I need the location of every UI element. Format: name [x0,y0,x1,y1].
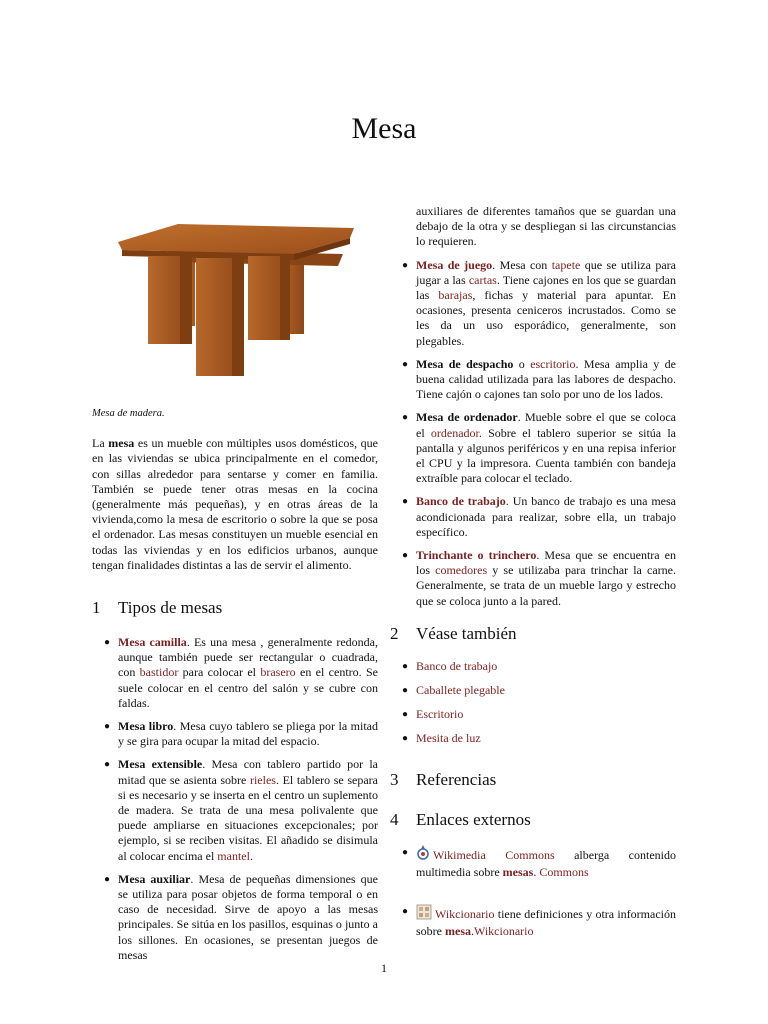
list-item: ● Mesa de despacho o escritorio. Mesa amplia y de buena calidad utilizada para las labores de despacho. Tiene cajón o cajones tan solo por uno de los lados. [402,356,676,402]
link-comedores[interactable]: comedores [435,563,488,578]
auxiliar-continued: auxiliares de diferentes tamaños que se guardan una debajo de la otra y se despliegan si las circunstancias lo requieren. [416,204,676,249]
right-column [390,204,677,948]
list-item: ● Mesa de juego. Mesa con tapete que se utiliza para jugar a las cartas. Tiene cajones en los que se guardan las barajas, fichas y material para apuntar. En ocasiones, presenta ceniceros incrustados. Como se les da un uso esporádico, generalmente, son plegables. [402,257,677,348]
list-item: ● Mesa camilla. Es una mesa , generalmente redonda, aunque también puede ser rectangular o cuadrada, con bastidor para colocar el brasero en el centro. Se suele colocar en el centro del salón y se cubre con faldas. [104,635,379,710]
left-column [92,222,378,971]
link-trinchante[interactable]: Trinchante o trinchero [416,548,537,563]
wooden-table-image [118,222,358,382]
list-item: ● Banco de trabajo. Un banco de trabajo es una mesa acondicionada para realizar, sobre ella, un trabajo específico. [402,494,676,539]
link-see-also[interactable]: Caballete plegable [416,683,505,698]
term-mesa-de-ordenador: Mesa de ordenador [416,410,518,425]
link-banco-de-trabajo[interactable]: Banco de trabajo [416,494,506,509]
list-item: ● Mesa extensible. Mesa con tablero partido por la mitad que se asienta sobre rieles. El tablero se separa si es necesario y se inserta en el centro un suplemento de madera. Se trata de una mesa polivalente que puede ampliarse en situaciones excepcionales; por ejemplo, si se reciben visitas. El añadido se disimula al colocar encima el mantel. [104,757,379,863]
term-mesa-de-despacho: Mesa de despacho [416,356,514,371]
link-ordenador[interactable]: ordenador [430,425,479,440]
wikcionario-icon [416,904,432,924]
link-commons[interactable]: Commons [539,864,589,879]
list-item: ● Banco de trabajo [402,658,498,673]
link-mesa[interactable]: mesa [445,924,471,939]
section-heading-vease: 2 Véase también [390,623,517,643]
link-mesa-de-juego[interactable]: Mesa de juego [416,257,493,272]
list-item: ● Wikcionario tiene definiciones y otra información sobre mesa.Wikcionario [402,906,676,939]
external-links-list [402,845,676,940]
link-barajas[interactable]: barajas [438,288,473,303]
link-cartas[interactable]: cartas [468,272,497,287]
wikimedia-commons-icon [416,845,430,865]
link-see-also[interactable]: Escritorio [416,707,464,722]
list-item: ● Caballete plegable [402,683,505,698]
section-heading-referencias: 3 Referencias [390,769,497,789]
list-item: ● Mesa auxiliar. Mesa de pequeñas dimensiones que se utiliza para posar objetos de forma temporal o en caso de necesidad. Sirve de apoyo a las mesas principales. Se sitúa en los pasillos, esquinas o junto a los sillones. En ocasiones, se presentan juegos de mesas [104,871,378,962]
link-brasero[interactable]: brasero [260,665,296,680]
link-see-also[interactable]: Banco de trabajo [416,658,498,673]
section-heading-tipos: 1 Tipos de mesas [92,598,223,618]
link-see-also[interactable]: Mesita de luz [416,731,481,746]
link-mesas[interactable]: mesas [502,864,534,879]
page-number: 1 [381,961,387,975]
link-mantel[interactable]: mantel [217,848,250,863]
link-wikimedia-commons[interactable]: Wikimedia Commons [433,847,555,862]
intro-paragraph: La mesa es un mueble con múltiples usos domésticos, que en las viviendas se ubica principalmente en el comedor, con sillas alrededor para sentarse y comer en familia. También se puede tener otras mesas en la cocina (generalmente más pequeñas), y en otras áreas de la vivienda,como la mesa de escritorio o sobre la que se posa el ordenador. Las mesas constituyen un mueble esencial en todas las viviendas y en los edificios urbanos, aunque tengan finalidades distintas a las de servir el alimento. [92,436,379,572]
term-mesa-extensible: Mesa extensible [118,757,203,772]
link-mesa-camilla[interactable]: Mesa camilla [118,635,187,650]
link-rieles[interactable]: rieles [249,772,276,787]
types-list-continued [402,258,676,609]
section-heading-enlaces: 4 Enlaces externos [390,809,531,829]
list-item: ● Escritorio [402,707,464,722]
list-item: ● Mesa de ordenador. Mueble sobre el que se coloca el ordenador. Sobre el tablero superior se sitúa la pantalla y algunos periféricos y en una repisa inferior el CPU y la impresora. Cuenta también con bandeja extraíble para colocar el teclado. [402,410,676,486]
list-item: ● Wikimedia Commons alberga contenido multimedia sobre mesas. Commons [402,846,676,879]
list-item: ● Mesita de luz [402,731,481,746]
link-escritorio[interactable]: escritorio [530,356,576,371]
types-list [92,635,378,963]
page-title: Mesa [351,112,417,145]
link-bastidor[interactable]: bastidor [139,665,179,680]
table-figure [92,222,378,404]
link-tapete[interactable]: tapete [551,257,581,272]
see-also-list [402,659,676,747]
link-wikcionario[interactable]: Wikcionario [435,907,495,922]
list-item: ● Mesa libro. Mesa cuyo tablero se pliega por la mitad y se gira para ocupar la mitad del espacio. [104,719,378,749]
figure-caption: Mesa de madera. [92,408,165,419]
term-mesa-libro: Mesa libro [118,719,174,734]
list-item: ● Trinchante o trinchero. Mesa que se encuentra en los comedores y se utilizaba para trinchar la carne. Generalmente, se trata de un mueble largo y estrecho que se coloca junto a la pared. [402,548,676,608]
intro-bold-term: mesa [108,436,135,451]
term-mesa-auxiliar: Mesa auxiliar [118,871,191,886]
link-wikcionario-2[interactable]: Wikcionario [474,924,534,939]
